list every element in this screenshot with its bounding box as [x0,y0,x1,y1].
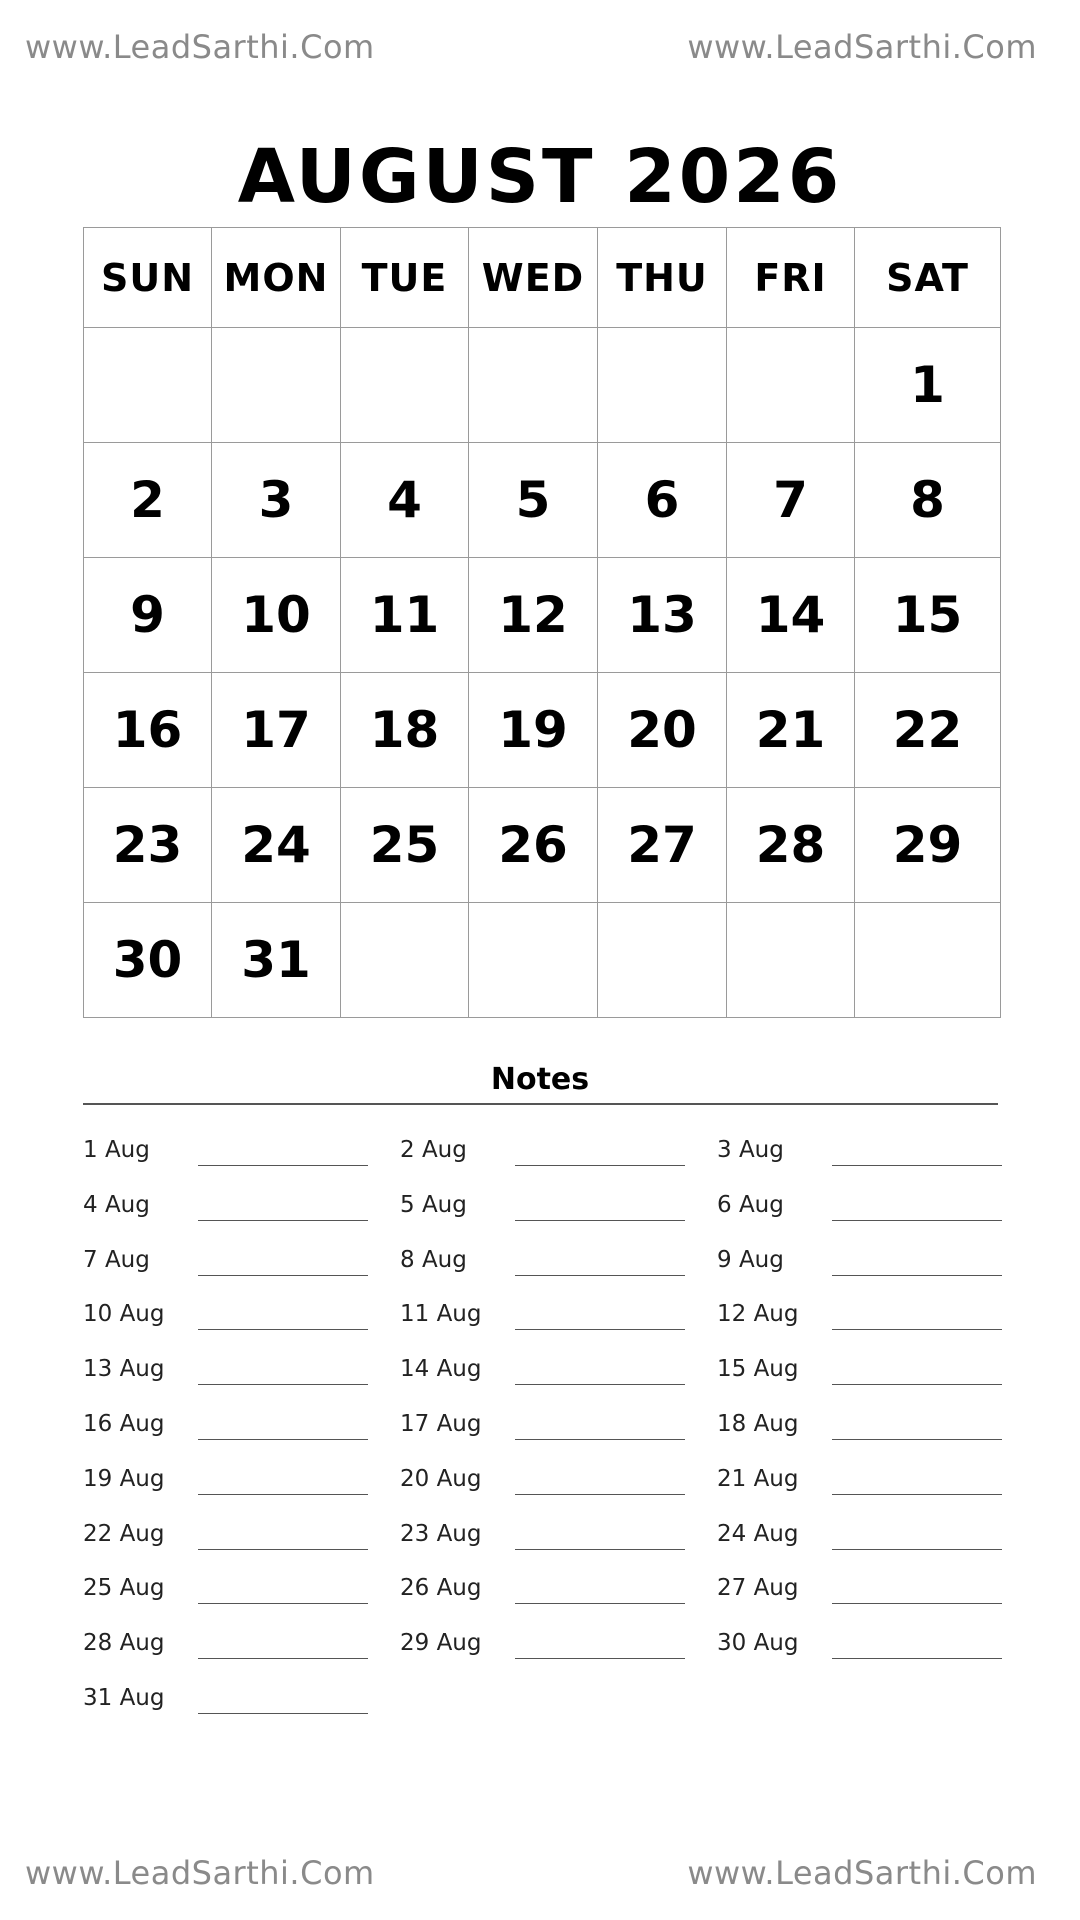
empty-day-cell [727,903,855,1018]
note-item [400,1571,700,1611]
note-day-label: 3 Aug [717,1137,784,1163]
note-item [83,1297,383,1337]
watermark-bottom-right: www.LeadSarthi.Com [687,1854,1037,1892]
day-cell: 24 [212,788,341,903]
note-write-line [515,1384,685,1385]
note-write-line [198,1549,368,1550]
note-item [83,1407,383,1447]
note-item [400,1407,700,1447]
calendar-grid [83,227,1001,1018]
note-write-line [832,1165,1002,1166]
note-write-line [198,1494,368,1495]
note-day-label: 24 Aug [717,1520,799,1547]
note-item [83,1626,383,1666]
note-write-line [198,1713,368,1714]
note-day-label: 23 Aug [400,1520,482,1547]
note-day-label: 21 Aug [717,1465,799,1492]
note-item [717,1571,1017,1611]
watermark-bottom-left: www.LeadSarthi.Com [25,1854,375,1892]
note-day-label: 5 Aug [400,1191,467,1218]
note-write-line [515,1603,685,1604]
day-cell: 25 [341,788,469,903]
note-write-line [832,1384,1002,1385]
calendar-week-row [84,903,1001,1018]
note-day-label: 7 Aug [83,1246,150,1273]
note-item [400,1626,700,1666]
day-cell: 22 [855,673,1001,788]
day-cell: 8 [855,443,1001,558]
calendar-week-row [84,328,1001,443]
day-cell: 10 [212,558,341,673]
note-day-label: 27 Aug [717,1575,799,1602]
day-cell: 12 [469,558,598,673]
note-write-line [515,1275,685,1276]
day-cell: 26 [469,788,598,903]
calendar-week-row [84,673,1001,788]
day-cell: 9 [84,558,212,673]
notes-divider [83,1103,998,1105]
note-write-line [198,1275,368,1276]
note-day-label: 6 Aug [717,1191,784,1218]
note-write-line [832,1494,1002,1495]
note-item [400,1462,700,1502]
note-item [83,1352,383,1392]
note-day-label: 4 Aug [83,1191,150,1218]
day-cell: 29 [855,788,1001,903]
note-item [717,1462,1017,1502]
note-item [717,1188,1017,1228]
note-write-line [198,1165,368,1166]
empty-day-cell [469,328,598,443]
calendar-title: AUGUST 2026 [237,134,843,220]
note-item [717,1626,1017,1666]
day-cell: 13 [598,558,727,673]
day-cell: 30 [84,903,212,1018]
note-day-label: 29 Aug [400,1630,482,1657]
note-write-line [515,1549,685,1550]
note-item [83,1571,383,1611]
note-day-label: 13 Aug [83,1356,165,1383]
note-write-line [515,1220,685,1221]
empty-day-cell [341,903,469,1018]
day-cell: 2 [84,443,212,558]
note-write-line [832,1439,1002,1440]
empty-day-cell [727,328,855,443]
note-day-label: 1 Aug [83,1137,150,1163]
note-write-line [832,1549,1002,1550]
watermark-top-right: www.LeadSarthi.Com [687,28,1037,66]
day-cell: 4 [341,443,469,558]
note-day-label: 14 Aug [400,1356,482,1383]
note-day-label: 12 Aug [717,1301,799,1328]
note-day-label: 30 Aug [717,1630,799,1657]
note-write-line [515,1329,685,1330]
note-write-line [832,1658,1002,1659]
note-item [83,1188,383,1228]
note-item [717,1517,1017,1557]
note-write-line [515,1439,685,1440]
day-cell: 31 [212,903,341,1018]
day-cell: 18 [341,673,469,788]
note-day-label: 19 Aug [83,1465,165,1492]
note-write-line [198,1658,368,1659]
note-write-line [832,1329,1002,1330]
note-item [83,1462,383,1502]
note-day-label: 25 Aug [83,1575,165,1602]
weekday-wed: WED [469,228,598,328]
note-item [83,1133,383,1173]
note-item [83,1681,383,1721]
note-day-label: 16 Aug [83,1411,165,1437]
weekday-sun: SUN [84,228,212,328]
day-cell: 28 [727,788,855,903]
note-item [83,1517,383,1557]
note-day-label: 18 Aug [717,1411,799,1437]
day-cell: 6 [598,443,727,558]
day-cell: 20 [598,673,727,788]
weekday-mon: MON [212,228,341,328]
note-day-label: 10 Aug [83,1301,165,1328]
note-day-label: 22 Aug [83,1520,165,1547]
weekday-fri: FRI [727,228,855,328]
calendar-week-row [84,788,1001,903]
note-day-label: 28 Aug [83,1630,165,1657]
note-day-label: 9 Aug [717,1246,784,1273]
note-day-label: 2 Aug [400,1137,467,1163]
note-day-label: 8 Aug [400,1246,467,1273]
weekday-header-row [84,228,1001,328]
empty-day-cell [598,903,727,1018]
note-write-line [515,1658,685,1659]
note-write-line [198,1329,368,1330]
day-cell: 27 [598,788,727,903]
day-cell: 1 [855,328,1001,443]
note-item [400,1517,700,1557]
weekday-tue: TUE [341,228,469,328]
note-write-line [832,1603,1002,1604]
note-write-line [198,1603,368,1604]
day-cell: 5 [469,443,598,558]
note-day-label: 15 Aug [717,1356,799,1383]
note-item [717,1133,1017,1173]
day-cell: 17 [212,673,341,788]
note-write-line [198,1384,368,1385]
note-item [717,1243,1017,1283]
note-day-label: 31 Aug [83,1685,165,1711]
empty-day-cell [855,903,1001,1018]
note-day-label: 26 Aug [400,1575,482,1602]
day-cell: 14 [727,558,855,673]
day-cell: 21 [727,673,855,788]
calendar-week-row [84,443,1001,558]
day-cell: 23 [84,788,212,903]
note-write-line [198,1220,368,1221]
note-write-line [515,1165,685,1166]
empty-day-cell [469,903,598,1018]
weekday-thu: THU [598,228,727,328]
note-item [400,1297,700,1337]
empty-day-cell [598,328,727,443]
calendar-week-row [84,558,1001,673]
day-cell: 11 [341,558,469,673]
note-item [400,1243,700,1283]
note-day-label: 20 Aug [400,1465,482,1492]
note-write-line [198,1439,368,1440]
note-item [717,1352,1017,1392]
day-cell: 16 [84,673,212,788]
note-item [717,1407,1017,1447]
empty-day-cell [212,328,341,443]
weekday-sat: SAT [855,228,1001,328]
note-item [400,1133,700,1173]
note-write-line [515,1494,685,1495]
note-item [400,1352,700,1392]
note-day-label: 17 Aug [400,1411,482,1437]
note-write-line [832,1275,1002,1276]
note-day-label: 11 Aug [400,1301,482,1328]
notes-title: Notes [490,1062,590,1097]
day-cell: 19 [469,673,598,788]
watermark-top-left: www.LeadSarthi.Com [25,28,375,66]
day-cell: 15 [855,558,1001,673]
empty-day-cell [84,328,212,443]
note-item [83,1243,383,1283]
note-write-line [832,1220,1002,1221]
note-item [717,1297,1017,1337]
day-cell: 3 [212,443,341,558]
note-item [400,1188,700,1228]
day-cell: 7 [727,443,855,558]
empty-day-cell [341,328,469,443]
